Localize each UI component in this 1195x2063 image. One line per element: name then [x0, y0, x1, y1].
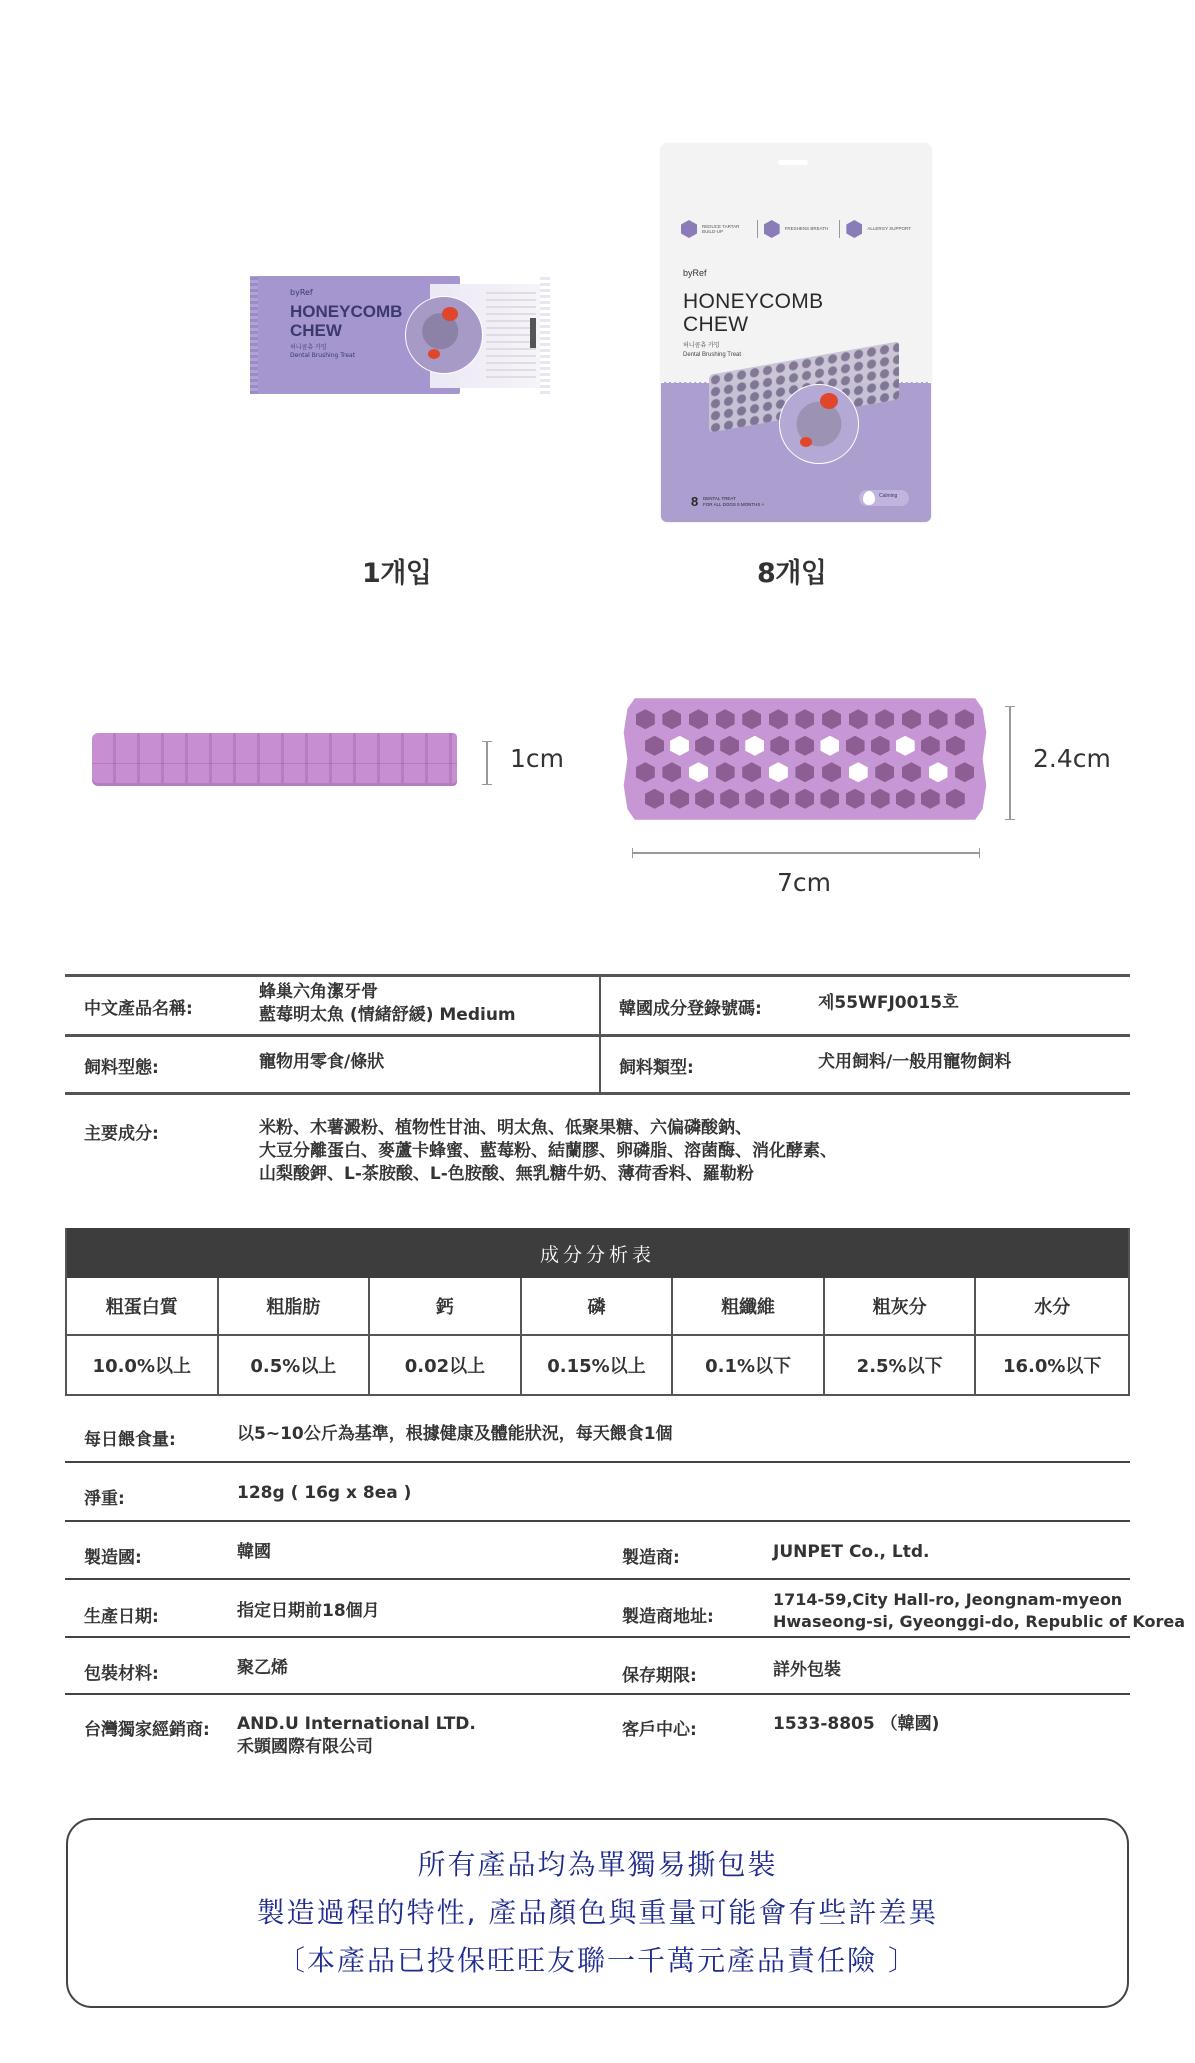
thickness-label: 1cm [510, 744, 565, 773]
analysis-value: 16.0%以下 [1002, 1356, 1102, 1377]
pack-count-label: DENTAL TREAT FOR ALL DOGS 5 MONTHS + [703, 496, 765, 507]
notice-line-1: 所有產品均為單獨易撕包裝 [417, 1848, 778, 1881]
length-label: 7cm [777, 868, 832, 897]
pack-brand: byRef [290, 288, 313, 297]
net-weight-label: 淨重: [84, 1489, 125, 1509]
pack-subtitle: Dental Brushing Treat [290, 352, 356, 359]
hang-hole [778, 160, 808, 165]
customer-service-label: 客戶中心: [622, 1720, 697, 1740]
table-rule [65, 1520, 1130, 1522]
daily-amount-value: 以5~10公斤為基準，根據健康及體能狀況，每天餵食1個 [237, 1424, 673, 1444]
table-rule [65, 1578, 1130, 1580]
type-label: 飼料類型: [619, 1058, 694, 1078]
chew-top-view [620, 693, 990, 825]
pack-crimp-right [540, 276, 550, 394]
pack-title-line1: HONEYCOMB [683, 290, 824, 313]
allergy-icon [846, 220, 862, 238]
eight-pack-label: 8개입 [757, 558, 827, 589]
production-date-value: 指定日期前18個月 [237, 1601, 380, 1621]
height-label: 2.4cm [1033, 744, 1111, 773]
analysis-header: 鈣 [370, 1278, 522, 1336]
analysis-header: 粗脂肪 [219, 1278, 371, 1336]
analysis-value: 2.5%以下 [825, 1336, 977, 1394]
pack-korean-name: 허니콤츄 카밍 [290, 344, 327, 351]
form-value: 寵物用零食/條狀 [259, 1052, 385, 1072]
pack-title-line2: CHEW [290, 321, 342, 340]
pack-crimp-left [250, 276, 258, 394]
notice-line-3: 〔本產品已投保旺旺友聯一千萬元產品責任險 〕 [277, 1944, 918, 1977]
length-dimension-line [632, 848, 980, 858]
divider [839, 220, 840, 238]
origin-label: 製造國: [84, 1548, 142, 1568]
table-rule [65, 974, 1130, 977]
product-name-value: 蜂巢六角潔牙骨 藍莓明太魚 (情緒舒緩) Medium [259, 982, 516, 1025]
shelf-life-value: 詳外包裝 [773, 1660, 841, 1680]
analysis-header: 粗蛋白質 [67, 1278, 219, 1336]
analysis-title: 成分分析表 [67, 1228, 1128, 1278]
table-rule [65, 1034, 1130, 1037]
shelf-life-label: 保存期限: [622, 1666, 697, 1686]
pack-title [683, 290, 823, 336]
table-rule [65, 1636, 1130, 1638]
eight-pack-image [661, 144, 931, 522]
analysis-grid [67, 1278, 1128, 1394]
feature-breath: FRESHENS BREATH [764, 220, 834, 238]
pack-title-line2: CHEW [683, 313, 749, 336]
pack-fineprint [486, 288, 536, 378]
feature-allergy: ALLERGY SUPPORT [846, 220, 916, 238]
registration-label: 韓國成分登錄號碼: [619, 999, 762, 1019]
table-rule [65, 1092, 1130, 1095]
tooth-icon [820, 393, 838, 409]
packaging-label: 包裝材料: [84, 1664, 159, 1684]
pack-title [290, 302, 402, 340]
production-date-label: 生產日期: [84, 1607, 159, 1627]
pack-subtitle: Dental Brushing Treat [683, 352, 742, 358]
honeycomb-cells [632, 707, 978, 811]
registration-value: 제55WFJ0015호 [818, 993, 959, 1013]
single-pack-label: 1개입 [362, 558, 432, 589]
divider [757, 220, 758, 238]
feature-icons-row [681, 216, 916, 242]
manufacturer-value: JUNPET Co., Ltd. [773, 1542, 930, 1562]
feature-tartar: REDUCE TARTAR BUILD-UP [681, 220, 751, 238]
analysis-header: 磷 [522, 1278, 674, 1336]
origin-value: 韓國 [237, 1542, 271, 1562]
tartar-icon [681, 220, 697, 238]
form-label: 飼料型態: [84, 1058, 159, 1078]
pack-brand: byRef [683, 268, 707, 278]
address-label: 製造商地址: [622, 1607, 714, 1627]
product-name-label: 中文產品名稱: [84, 999, 193, 1019]
analysis-value: 0.15%以上 [522, 1336, 674, 1394]
tooth-icon [800, 437, 812, 447]
single-pack-image [250, 276, 550, 394]
drop-icon [863, 491, 875, 505]
analysis-value: 0.02以上 [370, 1336, 522, 1394]
height-dimension-line [1005, 706, 1015, 820]
barcode-icon [530, 318, 536, 348]
manufacturer-label: 製造商: [622, 1548, 680, 1568]
net-weight-value: 128g ( 16g x 8ea ) [237, 1483, 412, 1503]
pack-count: 8 [691, 494, 699, 509]
analysis-value: 0.5%以上 [219, 1336, 371, 1394]
tooth-icon [428, 349, 440, 359]
ingredients-label: 主要成分: [84, 1124, 159, 1144]
analysis-value: 10.0%以上 [67, 1336, 219, 1394]
analysis-value: 0.1%以下 [673, 1336, 825, 1394]
distributor-label: 台灣獨家經銷商: [84, 1720, 210, 1740]
analysis-table [65, 1228, 1130, 1396]
daily-amount-label: 每日餵食量: [84, 1430, 176, 1450]
table-rule [65, 1461, 1130, 1463]
pack-korean-name: 허니콤츄 카밍 [683, 342, 720, 349]
type-value: 犬用飼料/一般用寵物飼料 [818, 1052, 1012, 1072]
notice-box [66, 1818, 1129, 2008]
tooth-cleaning-illustration [779, 384, 859, 464]
breath-icon [764, 220, 780, 238]
packaging-value: 聚乙烯 [237, 1658, 288, 1678]
tooth-icon [442, 307, 458, 321]
calming-badge: Calming [859, 490, 909, 506]
customer-service-value: 1533-8805 （韓國) [773, 1714, 940, 1734]
ingredients-value: 米粉、木薯澱粉、植物性甘油、明太魚、低聚果糖、六偏磷酸鈉、 大豆分離蛋白、麥蘆卡蜂蜜、藍莓粉、結蘭膠、卵磷脂、溶菌酶、消化酵素、 山梨酸鉀、L-茶胺酸、L-色胺酸、無乳糖牛奶、薄荷香料、羅勒粉 [259, 1118, 837, 1184]
analysis-header: 粗灰分 [825, 1278, 977, 1336]
chew-side-view [92, 733, 457, 786]
tooth-cleaning-illustration [405, 296, 483, 374]
analysis-header: 水分 [976, 1278, 1128, 1336]
notice-line-2: 製造過程的特性, 產品顏色與重量可能會有些許差異 [256, 1896, 939, 1929]
analysis-header: 粗纖維 [673, 1278, 825, 1336]
pack-title-line1: HONEYCOMB [290, 302, 403, 321]
address-value: 1714-59,City Hall-ro, Jeongnam-myeon Hwaseong-si, Gyeonggi-do, Republic of Korea [773, 1590, 1186, 1631]
distributor-value: AND.U International LTD. 禾顗國際有限公司 [237, 1714, 476, 1757]
thickness-dimension-line [482, 741, 492, 785]
table-rule [65, 1693, 1130, 1695]
